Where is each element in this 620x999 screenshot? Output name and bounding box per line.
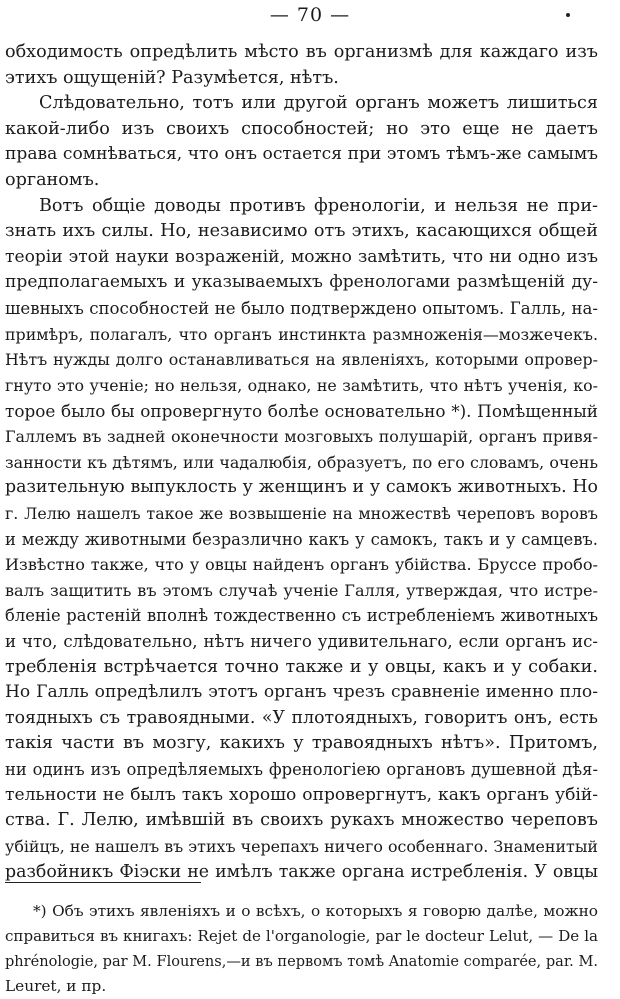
text-line: бленіе растеній вполнѣ тождественно съ истребленіемъ животныхъ: [5, 606, 598, 626]
text-line: Но Галль опредѣлилъ этотъ органъ чрезъ сравненіе именно пло-: [5, 682, 598, 703]
text-line: Галлемъ въ задней оконечности мозговыхъ полушарій, органъ привя-: [5, 427, 598, 447]
text-line: гнуто это ученіе; но нельзя, однако, не замѣтить, что нѣтъ ученія, ко-: [5, 375, 598, 395]
text-line: Нѣтъ нужды долго останавливаться на явленіяхъ, которыми опровер-: [5, 350, 598, 370]
footnote-line: Leuret, и пр.: [5, 977, 107, 995]
footnote-line: справиться въ книгахъ: Rejet de l'organologie, par le docteur Lelut, — De la: [5, 927, 598, 945]
text-line: ства. Г. Лелю, имѣвшій въ своихъ рукахъ множество череповъ: [5, 810, 598, 831]
text-line: какой-либо изъ своихъ способностей; но это еще не даетъ: [5, 118, 598, 139]
text-line: Вотъ общіе доводы противъ френологіи, и нельзя не при-: [39, 195, 598, 216]
text-line: и что, слѣдовательно, нѣтъ ничего удивительнаго, если органъ ис-: [5, 632, 598, 652]
text-line: разительную выпуклость у женщинъ и у самокъ животныхъ. Но: [5, 477, 598, 498]
text-line: тоядныхъ съ травоядными. «У плотоядныхъ, говоритъ онъ, есть: [5, 707, 598, 728]
body-text: [5, 40, 598, 885]
footnote-divider: [5, 882, 201, 883]
text-line: этихъ ощущеній? Разумѣется, нѣтъ.: [5, 67, 339, 88]
text-line: ни одинъ изъ опредѣляемыхъ френологіею органовъ душевной дѣя-: [5, 760, 598, 780]
text-line: и между животными безразлично какъ у самокъ, такъ и у самцевъ.: [5, 529, 598, 549]
text-line: органомъ.: [5, 170, 100, 191]
footnote-line: *) Объ этихъ явленіяхъ и о всѣхъ, о которыхъ я говорю далѣе, можно: [33, 902, 598, 920]
page-number: — 70 —: [269, 4, 351, 26]
text-line: такія части въ мозгу, какихъ у травоядныхъ нѣтъ». Притомъ,: [5, 733, 598, 754]
text-line: Слѣдовательно, тотъ или другой органъ можетъ лишиться: [39, 93, 598, 114]
text-line: валъ защитить въ этомъ случаѣ ученіе Галля, утверждая, что истре-: [5, 580, 598, 600]
text-line: права сомнѣваться, что онъ остается при этомъ тѣмъ-же самымъ: [5, 144, 598, 165]
text-line: теоріи этой науки возраженій, можно замѣтить, что ни одно изъ: [5, 246, 598, 267]
footnote-line: phrénologie, par M. Flourens,—и въ первомъ томѣ Anatomie comparée, par. M.: [5, 953, 598, 970]
text-line: обходимость опредѣлить мѣсто въ организмѣ для каждаго изъ: [5, 42, 598, 62]
text-line: Извѣстно также, что у овцы найденъ органъ убійства. Бруссе пробо-: [5, 555, 598, 575]
text-line: примѣръ, полагалъ, что органъ инстинкта размноженія—мозжечекъ.: [5, 324, 598, 344]
text-line: тельности не былъ такъ хорошо опровергнутъ, какъ органъ убій-: [5, 784, 598, 805]
text-line: шевныхъ способностей не было подтверждено опытомъ. Галль, на-: [5, 299, 598, 319]
footnote: [5, 899, 598, 999]
text-line: г. Лелю нашелъ такое же возвышеніе на множествѣ череповъ воровъ: [5, 503, 598, 523]
text-line: требленія встрѣчается точно также и у овцы, какъ и у собаки.: [5, 656, 598, 677]
text-line: занности къ дѣтямъ, или чадалюбія, образуетъ, по его словамъ, очень: [5, 452, 598, 472]
text-line: знать ихъ силы. Но, независимо отъ этихъ, касающихся общей: [5, 221, 598, 242]
text-line: убійцъ, не нашелъ въ этихъ черепахъ ничего особеннаго. Знаменитый: [5, 836, 598, 856]
text-line: предполагаемыхъ и указываемыхъ френологами размѣщеній ду-: [5, 272, 598, 293]
text-line: торое было бы опровергнуто болѣе основательно *). Помѣщенный: [5, 400, 598, 421]
text-line: разбойникъ Фіэски не имѣлъ также органа истребленія. У овцы: [5, 861, 598, 882]
